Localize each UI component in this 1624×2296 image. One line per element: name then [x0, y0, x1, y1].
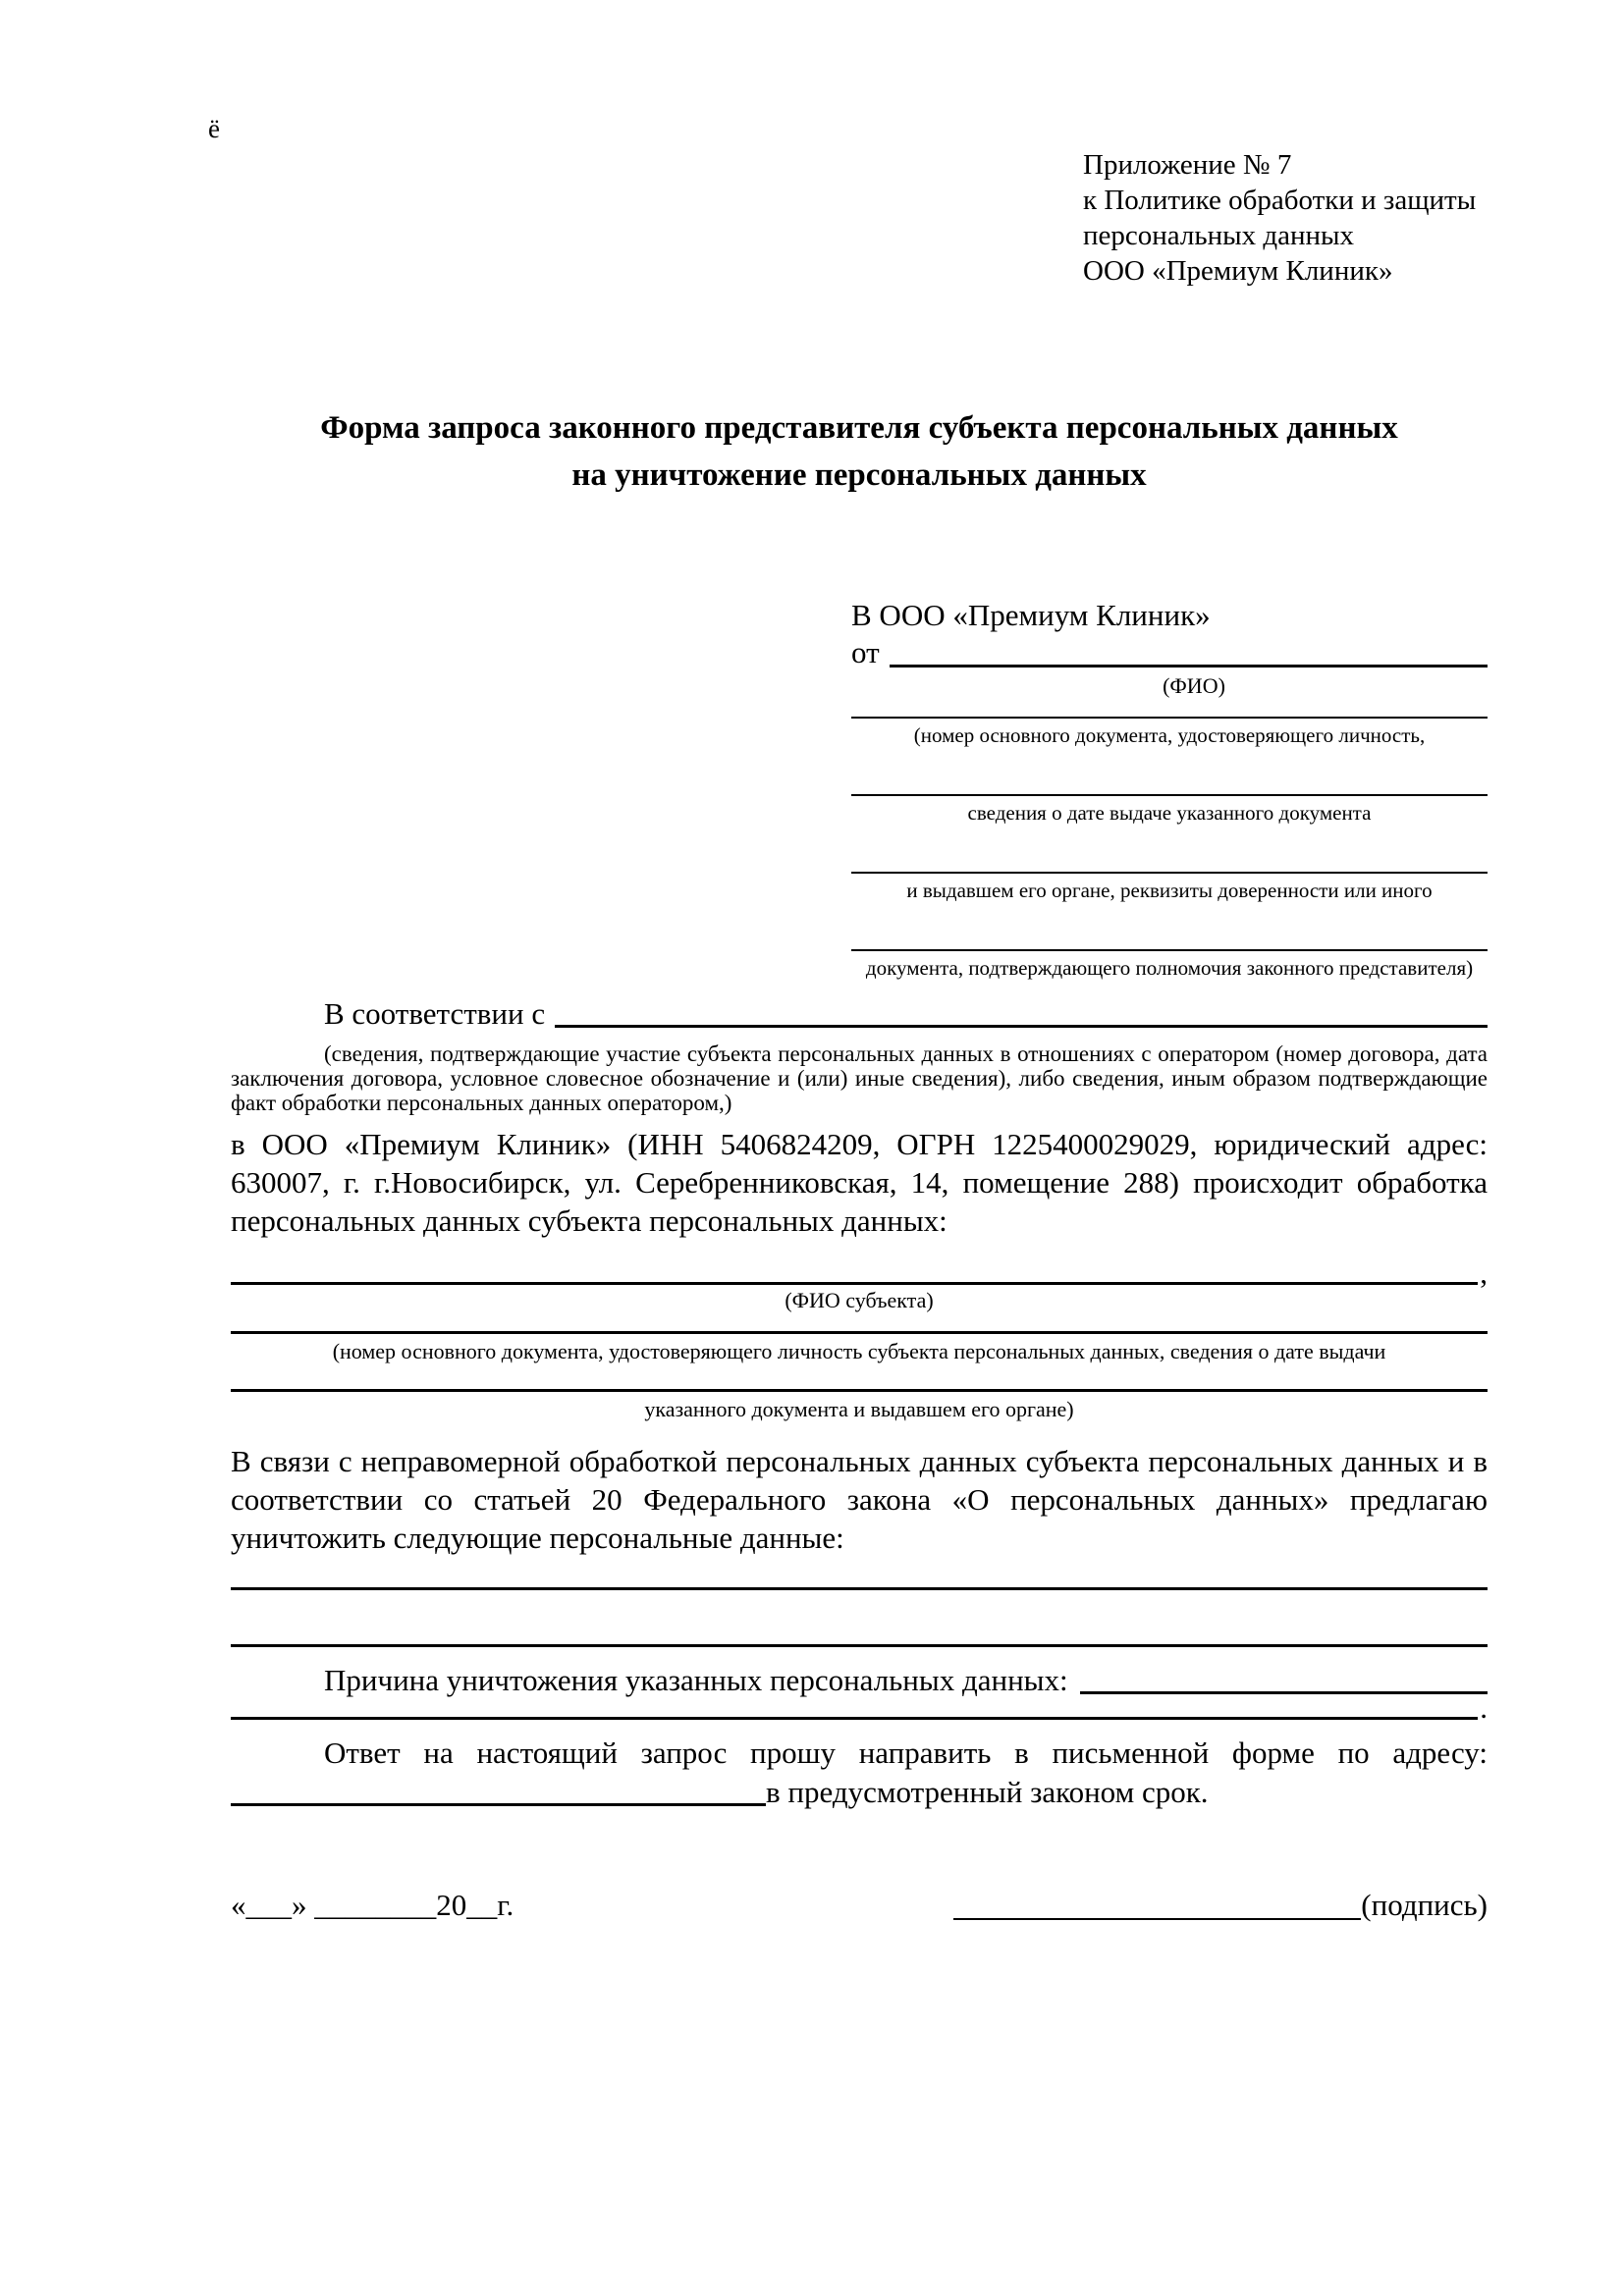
representative-doc-group-4 — [851, 947, 1488, 981]
appendix-block — [1083, 147, 1488, 289]
subject-doc-caption-1: (номер основного документа, удостоверяющего личность субъекта персональных данных, сведения о дате выдачи — [332, 1339, 1386, 1363]
representative-doc-caption-2: сведения о дате выдаче указанного документа — [967, 801, 1372, 825]
document-title-line-1: Форма запроса законного представителя субъекта персональных данных — [320, 410, 1398, 446]
addressee-block — [851, 597, 1488, 981]
accordance-blank-line[interactable] — [555, 994, 1488, 1028]
appendix-line: к Политике обработки и защиты — [1083, 185, 1477, 216]
accordance-caption: (сведения, подтверждающие участие субъекта персональных данных в отношениях с оператором (номер договора, дата заключения договора, условное словесное обозначение и (или) иные сведения), либо сведения, иным образом подтверждающие факт обработки персональных данных оператором,) — [231, 1041, 1488, 1115]
personal-data-blank-line-2[interactable] — [231, 1641, 1488, 1647]
representative-doc-caption-1: (номер основного документа, удостоверяющего личность, — [913, 723, 1426, 747]
signature-group — [953, 1886, 1488, 1925]
from-row — [851, 634, 1488, 671]
stray-character-yo: ё — [208, 114, 220, 143]
signature-caption: (подпись) — [1361, 1888, 1488, 1922]
representative-doc-blank-line-4[interactable] — [851, 947, 1488, 951]
appendix-line: персональных данных — [1083, 220, 1355, 251]
representative-doc-blank-line-2[interactable] — [851, 792, 1488, 796]
accordance-label: В соответствии с — [324, 996, 546, 1031]
appendix-line: ООО «Премиум Клиник» — [1083, 255, 1393, 287]
subject-fio-blank-line[interactable] — [231, 1279, 1478, 1285]
representative-doc-caption-3: и выдавшем его органе, реквизиты доверенности или иного — [906, 879, 1433, 902]
operator-paragraph: в ООО «Премиум Клиник» (ИНН 5406824209, ОГРН 1225400029029, юридический адрес: 630007, г. г.Новосибирск, ул. Серебренниковская, 14, помещение 288) происходит обработка персональных данных субъекта персональных данных: — [231, 1127, 1488, 1238]
subject-doc-blank-line-2[interactable] — [231, 1386, 1488, 1392]
subject-doc-blank-line-1[interactable] — [231, 1328, 1488, 1334]
representative-doc-group-3 — [851, 870, 1488, 903]
reply-tail-row — [231, 1773, 1488, 1812]
representative-doc-group-2 — [851, 792, 1488, 826]
personal-data-blank-line-1[interactable] — [231, 1584, 1488, 1590]
reason-line-period: . — [1480, 1690, 1488, 1725]
subject-line-comma: , — [1480, 1255, 1488, 1290]
reason-label: Причина уничтожения указанных персональных данных: — [324, 1663, 1068, 1697]
document-title-line-2: на уничтожение персональных данных — [571, 457, 1147, 493]
subject-fio-row — [231, 1255, 1488, 1290]
document-body — [231, 994, 1488, 1812]
document-title — [231, 404, 1488, 499]
reply-tail-text: в предусмотренный законом срок. — [766, 1775, 1209, 1809]
addressee-to: В ООО «Премиум Клиник» — [851, 598, 1211, 632]
reason-blank-line[interactable] — [1080, 1661, 1488, 1694]
representative-doc-blank-line-3[interactable] — [851, 870, 1488, 874]
representative-doc-blank-line-1[interactable] — [851, 715, 1488, 719]
reason-row — [231, 1661, 1488, 1700]
reply-address-blank-line[interactable] — [231, 1773, 766, 1806]
from-label: от — [851, 635, 880, 669]
demand-paragraph: В связи с неправомерной обработкой персональных данных субъекта персональных данных и в соответствии со статьей 20 Федерального закона «О персональных данных» предлагаю уничтожить следующие персональные данные: — [231, 1444, 1488, 1555]
date-blank-line[interactable]: «___» ________20__г. — [231, 1888, 514, 1922]
representative-doc-caption-4: документа, подтверждающего полномочия законного представителя) — [865, 956, 1474, 980]
subject-fio-caption: (ФИО субъекта) — [785, 1288, 934, 1312]
reason-continuation-blank-line[interactable] — [231, 1714, 1478, 1720]
accordance-row — [231, 994, 1488, 1034]
reply-paragraph: Ответ на настоящий запрос прошу направить в письменной форме по адресу: — [324, 1735, 1488, 1770]
reason-continuation-row — [231, 1690, 1488, 1725]
appendix-line: Приложение № 7 — [1083, 149, 1292, 181]
signature-blank-line[interactable] — [953, 1918, 1361, 1920]
footer-row — [231, 1886, 1488, 1925]
representative-fio-blank-line[interactable] — [890, 634, 1488, 667]
fio-caption: (ФИО) — [1163, 673, 1225, 698]
subject-doc-caption-2: указанного документа и выдавшем его органе) — [644, 1397, 1074, 1421]
representative-doc-group-1 — [851, 715, 1488, 748]
